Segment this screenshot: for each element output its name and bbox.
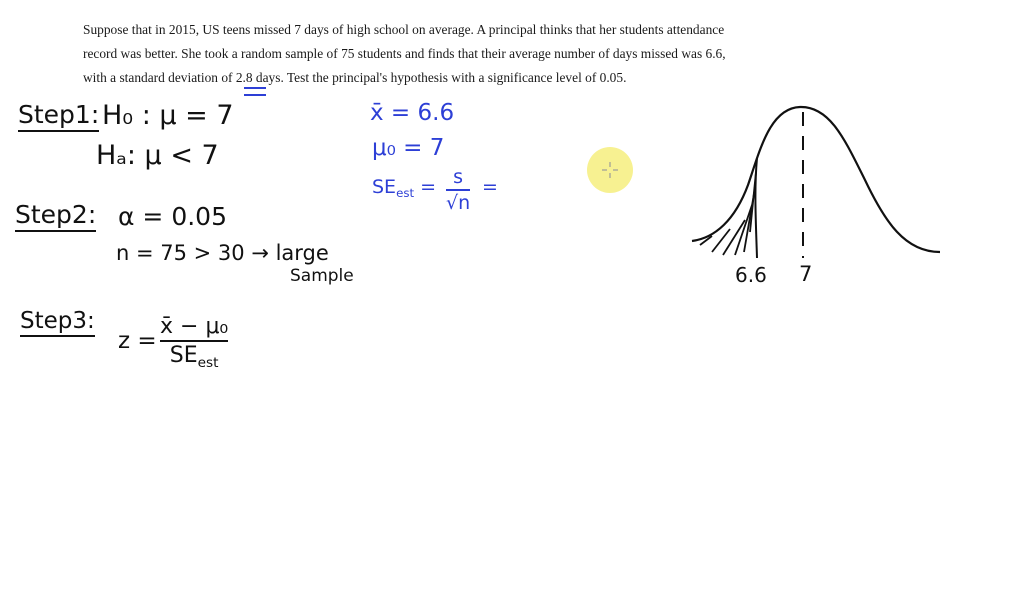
given-se-denominator: √n [446,192,471,214]
step3-numerator: x̄ − μ₀ [160,314,229,339]
given-se-trailing-equals: = [482,176,498,198]
step1-null-hypothesis: H₀ : μ = 7 [102,100,234,131]
step1-label: Step1: [18,100,99,132]
step2-label: Step2: [15,200,96,232]
step1-alt-hypothesis: Hₐ: μ < 7 [96,140,219,171]
crosshair-icon [587,147,633,193]
curve-label-population-mean: 7 [799,262,813,286]
problem-line-2: record was better. She took a random sample of 75 students and finds that their average number of days missed was 6.6, [83,46,726,61]
problem-line-1: Suppose that in 2015, US teens missed 7 days of high school on average. A principal thinks that her students attendance [83,22,725,37]
given-standard-error: $SE_{est}$ = [372,176,437,201]
given-sample-mean: x̄ = 6.6 [370,100,455,126]
double-underline-mark [244,88,266,95]
step3-denominator: $SE_{est}$ [169,343,219,371]
step2-sample-size: n = 75 > 30 → large [116,241,329,265]
given-population-mean: μ₀ = 7 [372,135,445,161]
curve-label-sample-mean: 6.6 [735,263,767,287]
step3-z-equals: z = [118,328,157,354]
step2-alpha: α = 0.05 [118,202,227,231]
given-se-numerator: s [453,166,464,188]
problem-line-3: with a standard deviation of 2.8 days. Test the principal's hypothesis with a significance level of 0.05. [83,70,627,85]
step2-sample-word: Sample [290,266,354,286]
step3-label: Step3: [20,308,95,337]
pointer-cursor-highlight [587,147,633,193]
